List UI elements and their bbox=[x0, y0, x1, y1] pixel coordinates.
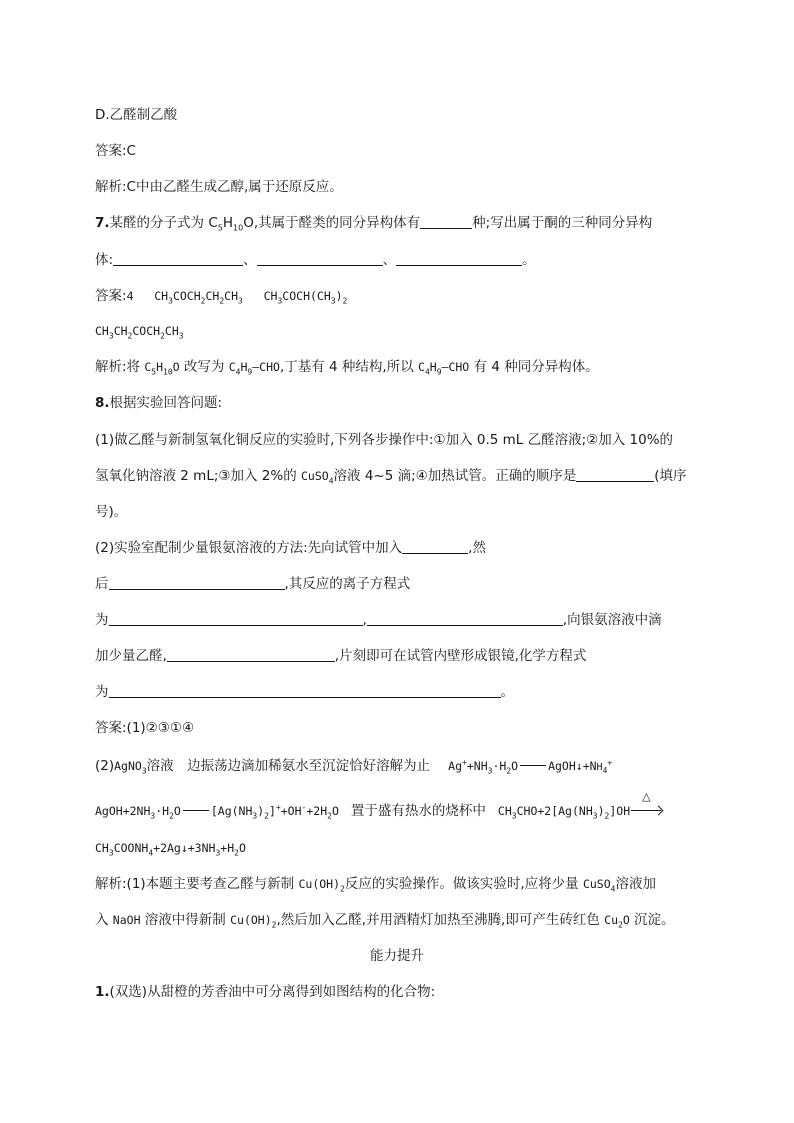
answer-7-continued: $CH_3CH_2COCH_2CH_3$ bbox=[95, 324, 184, 341]
answer-blank bbox=[109, 611, 363, 626]
answer-blank bbox=[167, 647, 335, 662]
question-8-part1: (1)做乙醛与新制氢氧化铜反应的实验时,下列各步操作中:①加入 0.5 mL 乙醛溶液;②加入 10%的 bbox=[95, 432, 674, 448]
answer-blank bbox=[396, 251, 522, 266]
answer-blank bbox=[576, 467, 654, 482]
answer-8: 答案:(1)②③①④ bbox=[95, 720, 195, 736]
question-8-part2-line5: 为 。 bbox=[95, 684, 514, 700]
question-7-number: 7. bbox=[95, 215, 110, 231]
answer-blank bbox=[402, 539, 468, 554]
answer-6: 答案:C bbox=[95, 143, 136, 159]
question-8-part2-line3: 为 , ,向银氨溶液中滴 bbox=[95, 612, 662, 628]
heat-arrow: △ bbox=[630, 802, 662, 820]
answer-blank bbox=[420, 214, 472, 229]
answer-blank bbox=[109, 683, 501, 698]
answer-8-part2: (2)AgNO$_3$溶液 边振荡边滴加稀氨水至沉淀恰好溶解为止 $Ag^++NH_3\cdot H_2O$ $AgOH↓+NH_4^+$ bbox=[95, 758, 613, 776]
question-8: 8.根据实验回答问题: bbox=[95, 395, 223, 411]
question-8-part2-line2: 后 ,其反应的离子方程式 bbox=[95, 576, 411, 592]
question-8-part1-continued: 氢氧化钠溶液 2 mL;③加入 2%的 CuSO$_4$溶液 4~5 滴;④加热试管。正确的顺序是 (填序 bbox=[95, 468, 687, 486]
question-8-number: 8. bbox=[95, 395, 110, 411]
option-d: D.乙醛制乙酸 bbox=[95, 107, 178, 123]
question-7: 7.某醛的分子式为 $C_5H_{10}O$,其属于醛类的同分异构体有 种;写出属于酮的三种同分异构 bbox=[95, 215, 653, 233]
analysis-6: 解析:C中由乙醛生成乙醇,属于还原反应。 bbox=[95, 179, 343, 195]
question-8-part1-end: 号)。 bbox=[95, 504, 128, 520]
analysis-8: 解析:(1)本题主要考查乙醛与新制 $Cu(OH)_2$反应的实验操作。做该实验时,应将少量 CuSO$_4$溶液加 bbox=[95, 876, 656, 894]
question-8-part2: (2)实验室配制少量银氨溶液的方法:先向试管中加入 ,然 bbox=[95, 540, 486, 556]
section-heading: 能力提升 bbox=[370, 948, 424, 964]
question-7-continued: 体: 、 、 。 bbox=[95, 252, 536, 268]
analysis-7: 解析:将 $C_5H_{10}O$ 改写为 $C_4H_9—CHO$,丁基有 4 种结构,所以 $C_4H_9—CHO$ 有 4 种同分异构体。 bbox=[95, 359, 599, 377]
answer-blank bbox=[257, 251, 383, 266]
question-8-part2-line4: 加少量乙醛, ,片刻即可在试管内壁形成银镜,化学方程式 bbox=[95, 648, 587, 664]
answer-8-equations: $AgOH+2NH_3\cdot H_2O$ $[Ag(NH_3)_2]^++OH^-+2H_2O$ 置于盛有热水的烧杯中 $CH_3CHO+2[Ag(NH_3)_2]OH$ △ bbox=[95, 802, 662, 820]
answer-blank bbox=[109, 575, 285, 590]
answer-8-products: $CH_3COONH_4+2Ag↓+3NH_3+H_2O$ bbox=[95, 841, 246, 858]
answer-blank bbox=[367, 611, 563, 626]
answer-7: 答案:4 $CH_3COCH_2CH_2CH_3$ $CH_3COCH(CH_3)_2$ bbox=[95, 288, 348, 306]
question-1-number: 1. bbox=[95, 984, 110, 1000]
answer-blank bbox=[113, 251, 243, 266]
analysis-8-continued: 入 NaOH 溶液中得新制 $Cu(OH)_2$,然后加入乙醛,并用酒精灯加热至沸腾,即可产生砖红色 $Cu_2O$ 沉淀。 bbox=[95, 912, 675, 930]
question-1: 1.(双选)从甜橙的芳香油中可分离得到如图结构的化合物: bbox=[95, 984, 436, 1000]
